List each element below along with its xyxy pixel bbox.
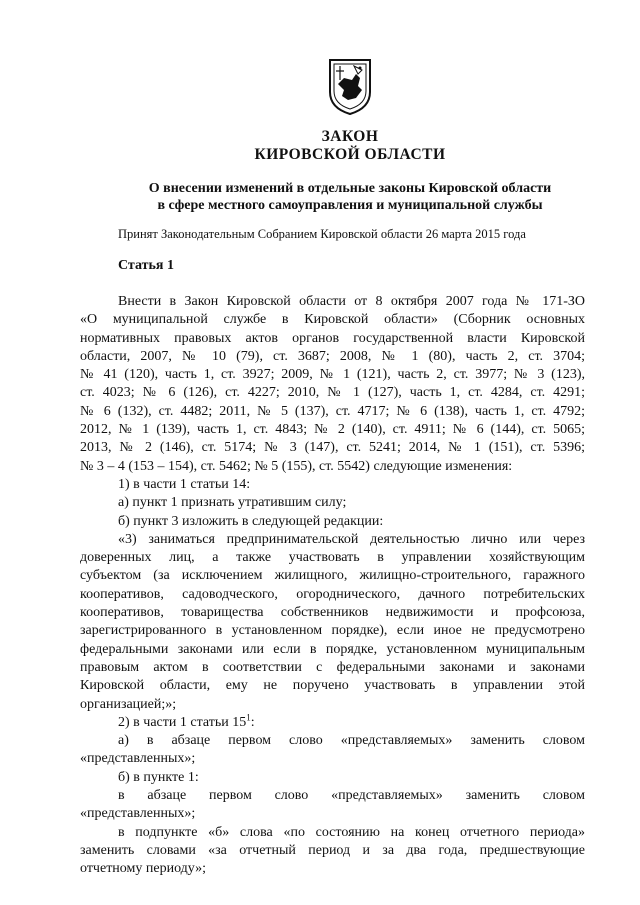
text-line: 2012, № 1 (139), часть 1, ст. 4843; № 2 (140), ст. 4911; № 6 (144), ст. 5065; (80, 422, 585, 438)
text-line: «О муниципальной службе в Кировской области» (Сборник основных (80, 312, 585, 328)
text-line: в подпункте «б» слова «по состоянию на конец отчетного периода» (118, 824, 585, 840)
text-line: б) пункт 3 изложить в следующей редакции: (118, 513, 384, 529)
footnote-superscript: 1 (246, 712, 251, 723)
text-line: области, 2007, № 10 (79), ст. 3687; 2008, № 1 (80), часть 2, ст. 3704; (80, 348, 585, 364)
text-line: зарегистрированного в установленном порядке), если иное не предусмотрено (80, 623, 585, 639)
text-line: организацией;»; (80, 696, 177, 712)
text-line: 2013, № 2 (146), ст. 5174; № 3 (147), ст. 5241; 2014, № 1 (151), ст. 5396; (80, 440, 585, 456)
article-body (80, 293, 585, 879)
text-line: № 41 (120), часть 1, ст. 3927; 2009, № 1 (121), часть 2, ст. 3977; № 3 (123), (80, 367, 585, 383)
adoption-note: Принят Законодательным Собранием Кировской области 26 марта 2015 года (118, 227, 526, 241)
text-line: ст. 4023; № 6 (126), ст. 4227; 2010, № 1 (127), часть 1, ст. 4284, ст. 4291; (80, 385, 585, 401)
text-line: кооперативов, товарищества собственников недвижимости и профсоюза, (80, 605, 585, 621)
subtitle-line: О внесении изменений в отдельные законы Кировской области (148, 181, 552, 196)
text-line: заменить словами «за отчетный период и за два года, предшествующие (80, 842, 585, 858)
text-line: № 6 (132), ст. 4482; 2011, № 5 (137), ст. 4717; № 6 (138), часть 1, ст. 4792; (80, 403, 585, 419)
text-line: федеральными законами или если в порядке, установленном муниципальным (80, 641, 585, 657)
text-line: правовым актом в соответствии с федеральными законами и законами (80, 659, 585, 675)
text-line: кооперативов, садоводческого, огороднического, дачного потребительских (80, 586, 585, 602)
text-line (80, 714, 585, 732)
subtitle-line: в сфере местного самоуправления и муниципальной службы (157, 198, 543, 213)
text-line: а) пункт 1 признать утратившим силу; (118, 495, 347, 511)
text-line: доверенных лиц, а также участвовать в управлении хозяйствующим (80, 550, 585, 566)
text-line: № 3 – 4 (153 – 154), ст. 5462; № 5 (155), ст. 5542) следующие изменения: (80, 458, 513, 474)
region-heading: КИРОВСКОЙ ОБЛАСТИ (254, 146, 446, 163)
text-line: субъектом (за исключением жилищного, жилищно-строительного, гаражного (80, 568, 585, 584)
text-line: «представленных»; (80, 751, 196, 767)
text-line: «3) заниматься предпринимательской деятельностью лично или через (118, 531, 585, 547)
kirov-region-coat-of-arms-icon (326, 56, 374, 116)
text-line: Кировской области, ему не поручено участвовать в управлении этой (80, 678, 585, 694)
law-subtitle (0, 180, 640, 214)
text-line: Внести в Закон Кировской области от 8 октября 2007 года № 171-ЗО (118, 294, 585, 309)
text-line: «представленных»; (80, 806, 196, 822)
text-line: отчетному периоду»; (80, 861, 207, 877)
article-title: Статья 1 (118, 258, 174, 273)
text-line: а) в абзаце первом слово «представляемых» заменить словом (118, 733, 585, 749)
text-fragment: : (250, 714, 255, 730)
law-heading: ЗАКОН (321, 128, 379, 145)
text-line: нормативных правовых актов органов государственной власти Кировской (80, 330, 585, 346)
text-fragment: 2) в части 1 статьи 15 (118, 714, 247, 730)
text-line: в абзаце первом слово «представляемых» заменить словом (118, 788, 585, 804)
text-line: б) в пункте 1: (118, 769, 199, 785)
text-line: 1) в части 1 статьи 14: (118, 476, 251, 492)
